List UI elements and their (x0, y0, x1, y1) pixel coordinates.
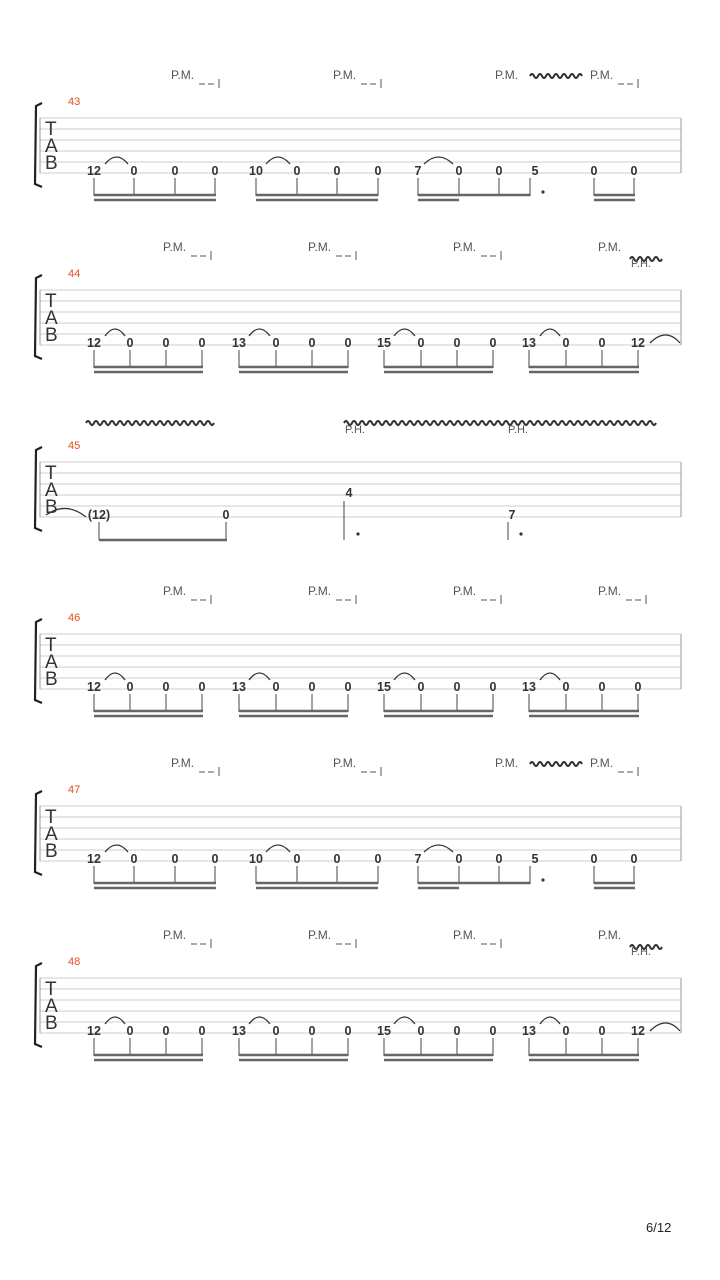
pinch-harmonic-label: P.H. (345, 424, 365, 436)
tab-clef-letter: T (45, 979, 57, 1000)
fret-number: 13 (232, 680, 246, 694)
measure-number: 43 (68, 96, 81, 108)
fret-number: 0 (630, 164, 638, 178)
fret-number: 0 (308, 1024, 316, 1038)
slur-arc (394, 673, 415, 680)
tab-clef-letter: A (45, 652, 58, 673)
fret-number: 7 (508, 508, 516, 522)
fret-number: 0 (562, 1024, 570, 1038)
tab-clef-letter: B (45, 153, 58, 174)
pinch-harmonic-label: P.H. (631, 946, 651, 958)
fret-number: 0 (222, 508, 230, 522)
fret-number: 12 (87, 680, 101, 694)
palm-mute-label: P.M. (598, 928, 622, 942)
system-bracket (35, 619, 42, 703)
palm-mute-label: P.M. (598, 240, 622, 254)
fret-number: 0 (495, 164, 503, 178)
tab-clef-letter: B (45, 325, 58, 346)
palm-mute-label: P.M. (333, 68, 357, 82)
tie-arc-start (650, 1023, 680, 1031)
fret-number: 0 (344, 680, 352, 694)
fret-number: 13 (522, 1024, 536, 1038)
fret-number: 0 (453, 680, 461, 694)
tab-clef-letter: B (45, 669, 58, 690)
fret-number: (12) (87, 508, 111, 522)
fret-number: 0 (126, 1024, 134, 1038)
tab-clef-letter: T (45, 119, 57, 140)
fret-number: 0 (590, 164, 598, 178)
fret-number: 0 (126, 336, 134, 350)
slur-arc (394, 329, 415, 336)
fret-number: 0 (308, 336, 316, 350)
dotted-note-dot (356, 532, 359, 535)
fret-number: 0 (272, 1024, 280, 1038)
fret-number: 0 (590, 852, 598, 866)
slur-arc (249, 1017, 270, 1024)
fret-number: 4 (345, 486, 353, 500)
fret-number: 0 (374, 852, 382, 866)
dotted-note-dot (519, 532, 522, 535)
slur-arc (540, 329, 560, 336)
tab-clef-letter: T (45, 463, 57, 484)
palm-mute-label: P.M. (590, 756, 614, 770)
system-bracket (35, 103, 42, 187)
fret-number: 13 (522, 680, 536, 694)
vibrato-wave (530, 74, 582, 78)
fret-number: 0 (417, 336, 425, 350)
system-bracket (35, 275, 42, 359)
slur-arc (105, 329, 125, 336)
tab-clef-letter: A (45, 308, 58, 329)
fret-number: 0 (333, 852, 341, 866)
fret-number: 0 (374, 164, 382, 178)
tab-clef-letter: B (45, 1013, 58, 1034)
palm-mute-label: P.M. (163, 928, 187, 942)
slur-arc (424, 845, 453, 852)
fret-number: 0 (333, 164, 341, 178)
vibrato-wave (530, 762, 582, 766)
tab-clef-letter: B (45, 841, 58, 862)
palm-mute-label: P.M. (453, 240, 477, 254)
tab-clef-letter: A (45, 824, 58, 845)
pinch-harmonic-label: P.H. (631, 258, 651, 270)
tab-clef-letter: T (45, 291, 57, 312)
slur-arc (249, 329, 270, 336)
measure-number: 44 (68, 268, 81, 280)
tab-clef-letter: T (45, 807, 57, 828)
fret-number: 0 (598, 1024, 606, 1038)
dotted-note-dot (541, 878, 544, 881)
tab-clef-letter: A (45, 480, 58, 501)
fret-number: 7 (414, 852, 422, 866)
slur-arc (540, 673, 560, 680)
slur-arc (266, 157, 290, 164)
slur-arc (249, 673, 270, 680)
fret-number: 12 (87, 852, 101, 866)
fret-number: 0 (293, 852, 301, 866)
palm-mute-label: P.M. (598, 584, 622, 598)
fret-number: 10 (249, 852, 263, 866)
fret-number: 0 (453, 1024, 461, 1038)
tab-clef-letter: A (45, 136, 58, 157)
tab-clef-letter: B (45, 497, 58, 518)
fret-number: 0 (455, 852, 463, 866)
fret-number: 0 (272, 336, 280, 350)
palm-mute-label: P.M. (333, 756, 357, 770)
fret-number: 12 (87, 336, 101, 350)
measure-number: 45 (68, 440, 81, 452)
system-bracket (35, 963, 42, 1047)
fret-number: 10 (249, 164, 263, 178)
fret-number: 12 (87, 1024, 101, 1038)
vibrato-wave (86, 421, 214, 425)
tab-clef-letter: T (45, 635, 57, 656)
page-number: 6/12 (646, 1220, 672, 1235)
tie-arc-start (650, 335, 680, 343)
fret-number: 0 (272, 680, 280, 694)
fret-number: 0 (130, 852, 138, 866)
fret-number: 0 (417, 1024, 425, 1038)
fret-number: 15 (377, 1024, 391, 1038)
fret-number: 13 (232, 336, 246, 350)
tab-clef-letter: A (45, 996, 58, 1017)
fret-number: 0 (489, 680, 497, 694)
measure-number: 46 (68, 612, 81, 624)
fret-number: 13 (232, 1024, 246, 1038)
fret-number: 0 (198, 336, 206, 350)
fret-number: 13 (522, 336, 536, 350)
palm-mute-label: P.M. (171, 756, 195, 770)
fret-number: 12 (631, 1024, 645, 1038)
fret-number: 0 (489, 336, 497, 350)
dotted-note-dot (541, 190, 544, 193)
fret-number: 0 (453, 336, 461, 350)
palm-mute-label: P.M. (495, 68, 519, 82)
palm-mute-label: P.M. (590, 68, 614, 82)
system-bracket (35, 791, 42, 875)
palm-mute-label: P.M. (453, 584, 477, 598)
fret-number: 0 (162, 1024, 170, 1038)
palm-mute-label: P.M. (163, 584, 187, 598)
fret-number: 0 (293, 164, 301, 178)
slur-arc (105, 845, 128, 852)
fret-number: 0 (130, 164, 138, 178)
system-bracket (35, 447, 42, 531)
slur-arc (540, 1017, 560, 1024)
fret-number: 0 (171, 164, 179, 178)
fret-number: 15 (377, 336, 391, 350)
palm-mute-label: P.M. (171, 68, 195, 82)
palm-mute-label: P.M. (453, 928, 477, 942)
fret-number: 12 (87, 164, 101, 178)
palm-mute-label: P.M. (308, 240, 332, 254)
fret-number: 0 (455, 164, 463, 178)
fret-number: 0 (489, 1024, 497, 1038)
slur-arc (394, 1017, 415, 1024)
measure-number: 47 (68, 784, 81, 796)
fret-number: 0 (344, 336, 352, 350)
fret-number: 0 (417, 680, 425, 694)
fret-number: 15 (377, 680, 391, 694)
pinch-harmonic-label: P.H. (508, 424, 528, 436)
fret-number: 0 (598, 336, 606, 350)
slur-arc (105, 1017, 125, 1024)
slur-arc (424, 157, 453, 164)
slur-arc (105, 673, 125, 680)
fret-number: 0 (211, 852, 219, 866)
slur-arc (105, 157, 128, 164)
fret-number: 0 (126, 680, 134, 694)
measure-number: 48 (68, 956, 81, 968)
fret-number: 0 (344, 1024, 352, 1038)
fret-number: 0 (162, 680, 170, 694)
palm-mute-label: P.M. (308, 928, 332, 942)
fret-number: 0 (162, 336, 170, 350)
fret-number: 0 (630, 852, 638, 866)
fret-number: 0 (308, 680, 316, 694)
fret-number: 0 (634, 680, 642, 694)
fret-number: 0 (198, 1024, 206, 1038)
fret-number: 5 (531, 164, 539, 178)
fret-number: 0 (562, 680, 570, 694)
slur-arc (266, 845, 290, 852)
fret-number: 5 (531, 852, 539, 866)
fret-number: 0 (495, 852, 503, 866)
fret-number: 12 (631, 336, 645, 350)
palm-mute-label: P.M. (308, 584, 332, 598)
fret-number: 7 (414, 164, 422, 178)
fret-number: 0 (198, 680, 206, 694)
fret-number: 0 (562, 336, 570, 350)
palm-mute-label: P.M. (495, 756, 519, 770)
fret-number: 0 (598, 680, 606, 694)
vibrato-wave (344, 421, 656, 425)
fret-number: 0 (211, 164, 219, 178)
fret-number: 0 (171, 852, 179, 866)
palm-mute-label: P.M. (163, 240, 187, 254)
